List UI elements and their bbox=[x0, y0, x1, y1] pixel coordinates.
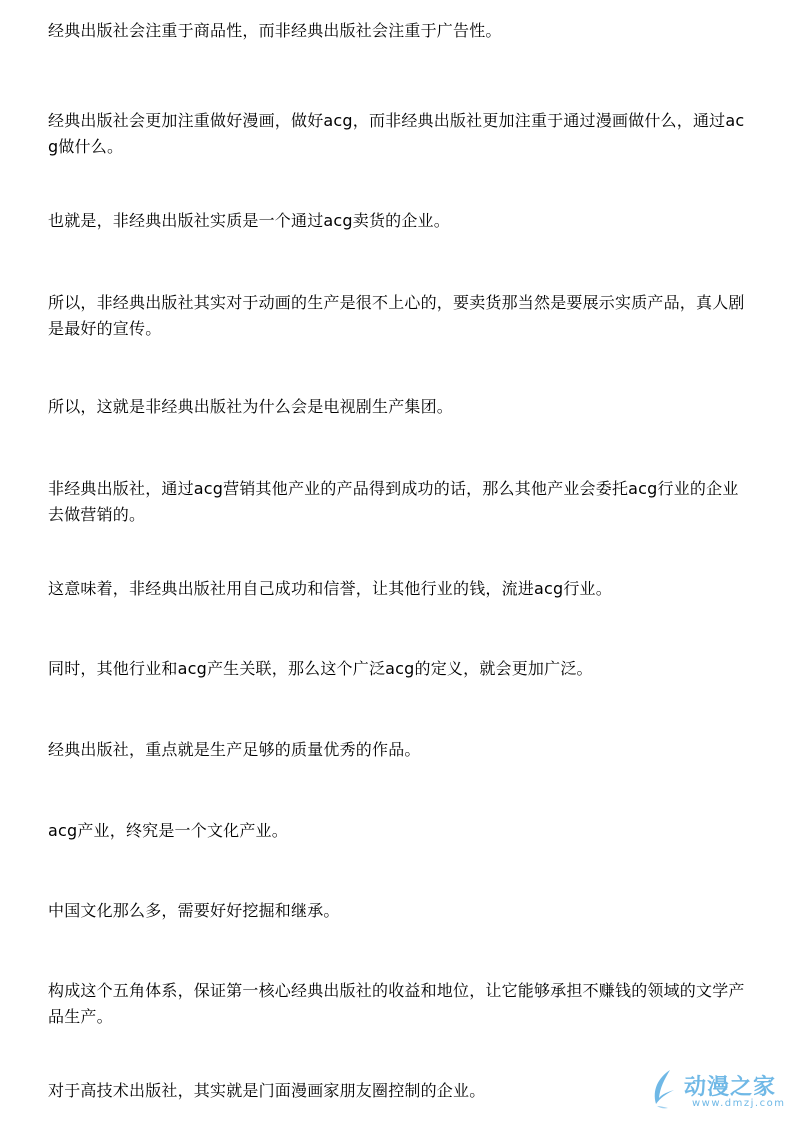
paragraph-11: 中国文化那么多，需要好好挖掘和继承。 bbox=[48, 901, 340, 920]
paragraph-3: 也就是，非经典出版社实质是一个通过acg卖货的企业。 bbox=[48, 211, 450, 230]
paragraph-8: 同时，其他行业和acg产生关联，那么这个广泛acg的定义，就会更加广泛。 bbox=[48, 659, 593, 678]
paragraph-12: 构成这个五角体系，保证第一核心经典出版社的收益和地位，让它能够承担不赚钱的领域的文学产品生产。 bbox=[48, 981, 745, 1026]
paragraph-4: 所以，非经典出版社其实对于动画的生产是很不上心的，要卖货那当然是要展示实质产品，真人剧是最好的宣传。 bbox=[48, 293, 745, 338]
paragraph-2: 经典出版社会更加注重做好漫画，做好acg，而非经典出版社更加注重于通过漫画做什么，通过acg做什么。 bbox=[48, 111, 745, 156]
paragraph-7: 这意味着，非经典出版社用自己成功和信誉，让其他行业的钱，流进acg行业。 bbox=[48, 579, 612, 598]
site-watermark bbox=[648, 1068, 788, 1116]
paragraph-9: 经典出版社，重点就是生产足够的质量优秀的作品。 bbox=[48, 740, 421, 759]
paragraph-1: 经典出版社会注重于商品性，而非经典出版社会注重于广告性。 bbox=[48, 21, 502, 40]
paragraph-13: 对于高技术出版社，其实就是门面漫画家朋友圈控制的企业。 bbox=[48, 1081, 486, 1100]
watermark-site-name: 动漫之家 bbox=[684, 1075, 777, 1100]
paragraph-6: 非经典出版社，通过acg营销其他产业的产品得到成功的话，那么其他产业会委托acg行业的企业去做营销的。 bbox=[48, 479, 739, 524]
paragraph-10: acg产业，终究是一个文化产业。 bbox=[48, 821, 288, 840]
paragraph-5: 所以，这就是非经典出版社为什么会是电视剧生产集团。 bbox=[48, 397, 454, 416]
watermark-site-url: www.dmzj.com bbox=[692, 1098, 786, 1109]
feather-logo-icon bbox=[648, 1068, 680, 1112]
